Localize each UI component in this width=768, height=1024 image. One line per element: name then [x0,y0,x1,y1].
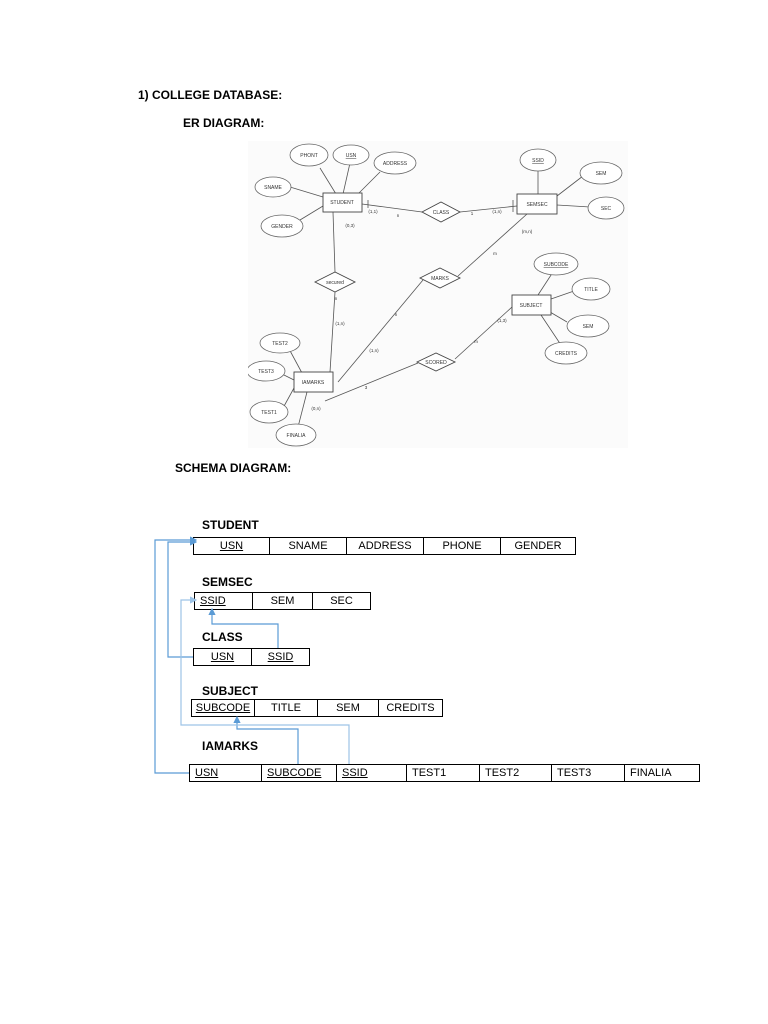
test3-attribute-label: TEST3 [258,369,274,375]
cardinality-scored-m: m [474,339,478,344]
student-table-label: STUDENT [202,518,259,532]
iamarks-subcode-cell: SUBCODE [262,765,337,781]
subject-title-cell: TITLE [255,700,318,716]
student-table [193,537,576,555]
subcode-attribute-label: SUBCODE [543,262,569,268]
class-usn-cell: USN [194,649,252,665]
scored-relationship-label: SCORED [425,360,447,366]
subject-sem-cell: SEM [318,700,379,716]
cardinality-student-secured: (0,3) [345,223,355,228]
address-attribute-label: ADDRESS [382,161,408,167]
test2-attribute-label: TEST2 [272,341,288,347]
iamarks-test3-cell: TEST3 [552,765,625,781]
cardinality-subject-scored: (1,3) [497,318,507,323]
iamarks-table-label: IAMARKS [202,739,258,753]
iamarks-finalia-cell: FINALIA [630,767,672,779]
iamarks-usn-cell: USN [190,765,262,781]
iamarks-test2-cell: TEST2 [480,765,552,781]
semsec-table-label: SEMSEC [202,575,253,589]
subject-credits-cell: CREDITS [386,702,435,714]
student-gender-cell: GENDER [514,540,562,552]
cardinality-semsec-marks: (m,n) [521,229,533,234]
iamarks-ssid-cell: SSID [337,765,407,781]
er-diagram-figure [248,141,628,448]
cardinality-marks-n: n [394,312,398,317]
cardinality-iamarks-scored: (0,n) [311,406,321,411]
subject-table [191,699,443,717]
iamarks-entity-label: IAMARKS [301,380,325,386]
student-sname-cell: SNAME [270,538,347,554]
cardinality-marks-m: m [493,251,497,256]
student-entity-label: STUDENT [330,200,354,206]
sem-attribute-label: SEM [595,171,607,177]
class-relationship-label: CLASS [432,210,450,216]
er-diagram-svg [248,141,628,448]
class-table [193,648,310,666]
cardinality-class-n: n [396,213,400,218]
semsec-ssid-cell: SSID [195,593,253,609]
subject-entity-label: SUBJECT [519,303,543,309]
cardinality-semsec-class: (1,n) [492,209,502,214]
class-table-label: CLASS [202,630,243,644]
secured-relationship-label: secured [326,280,344,286]
phone-attribute-label: PHONT [300,153,318,159]
cardinality-scored-3: 3 [364,385,368,390]
sname-attribute-label: SNAME [264,185,282,191]
semsec-table [194,592,371,610]
title-attribute-label: TITLE [584,287,598,293]
iamarks-table [189,764,700,782]
subject-sem-attribute-label: SEM [582,324,594,330]
sec-attribute-label: SEC [600,206,612,212]
class-ssid-cell: SSID [267,651,294,663]
semsec-entity-label: SEMSEC [526,202,548,208]
fk-iamarks-usn-to-student-arrow [155,540,196,773]
subject-subcode-cell: SUBCODE [192,700,255,716]
finalia-attribute-label: FINALIA [286,433,306,439]
student-usn-cell: USN [194,538,270,554]
er-diagram-title: ER DIAGRAM: [183,116,265,130]
marks-relationship-label: MARKS [431,276,449,282]
test1-attribute-label: TEST1 [261,410,277,416]
cardinality-iamarks-secured: (1,n) [335,321,345,326]
cardinality-secured-n: n [334,296,338,301]
subject-table-label: SUBJECT [202,684,259,698]
student-phone-cell: PHONE [424,538,501,554]
semsec-sem-cell: SEM [253,593,313,609]
cardinality-class-1: 1 [470,211,474,216]
fk-class-usn-to-student-arrow [168,542,196,657]
ssid-attribute-label: SSID [532,158,544,164]
section-title: 1) COLLEGE DATABASE: [138,88,283,102]
cardinality-student-class: (1,1) [368,209,378,214]
iamarks-test1-cell: TEST1 [407,765,480,781]
cardinality-iamarks-marks: (1,n) [369,348,379,353]
semsec-sec-cell: SEC [330,595,353,607]
student-address-cell: ADDRESS [347,538,424,554]
credits-attribute-label: CREDITS [555,351,577,357]
schema-diagram-title: SCHEMA DIAGRAM: [175,461,292,475]
usn-attribute-label: USN [345,153,357,159]
gender-attribute-label: GENDER [271,224,293,230]
